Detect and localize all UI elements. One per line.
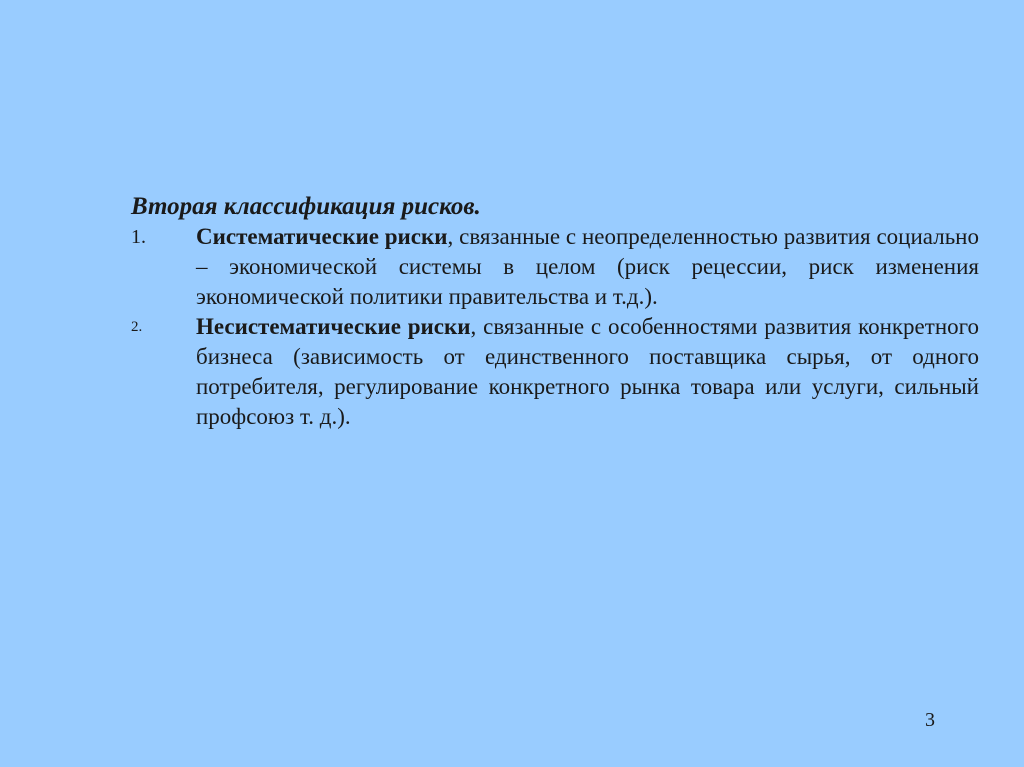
list-item xyxy=(131,312,979,432)
slide-heading: Вторая классификация рисков. xyxy=(131,193,481,220)
list-item-text xyxy=(196,312,979,432)
page-number: 3 xyxy=(925,709,935,731)
list-item-description: , связанные с особенностями развития конкретного бизнеса (зависимость от единственного поставщика сырья, от одного потребителя, регулирование конкретного рынка товара или услуги, сильный профсоюз т. д.). xyxy=(196,314,979,429)
slide-content xyxy=(131,191,979,432)
list-item xyxy=(131,222,979,312)
list-item-number: 1. xyxy=(131,226,146,248)
list-item-term: Систематические риски xyxy=(196,224,448,249)
list-item-number: 2. xyxy=(131,319,143,335)
list-item-term: Несистематические риски xyxy=(196,314,471,339)
list-item-text xyxy=(196,222,979,312)
list-item-description: , связанные с неопределенностью развития социально – экономической системы в целом (риск рецессии, риск изменения экономической политики правительства и т.д.). xyxy=(196,224,979,309)
